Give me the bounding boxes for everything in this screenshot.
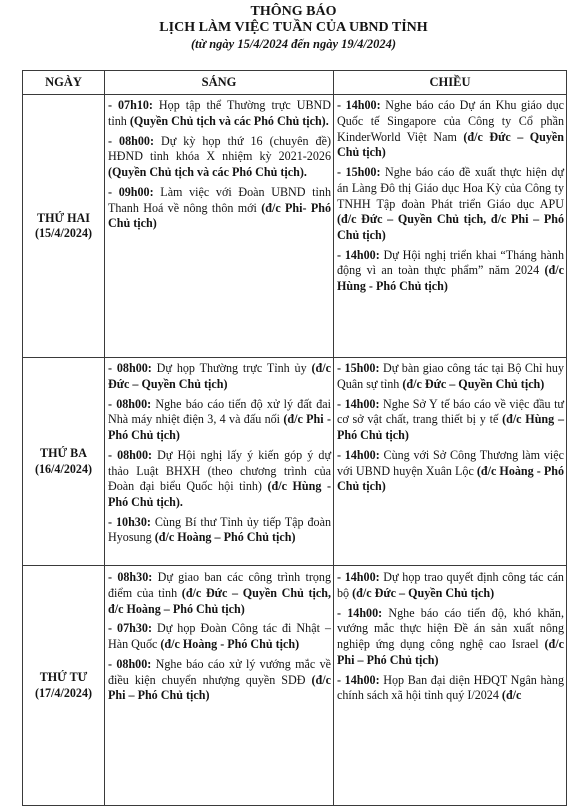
table-row (23, 566, 567, 806)
schedule-item (108, 98, 331, 129)
item-participants: (đ/c Hùng - Phó Chủ tịch). (108, 479, 331, 509)
column-header-morning: SÁNG (105, 71, 334, 95)
schedule-item (108, 621, 331, 652)
schedule-item (337, 673, 564, 704)
column-header-afternoon: CHIỀU (334, 71, 567, 95)
item-time: - 08h00: (108, 656, 152, 671)
item-text: Nghe báo cáo tiến độ, khó khăn, vướng mắc thực hiện Đề án sản xuất nông nghiệp ứng dụng công nghệ cao Israel (337, 605, 565, 652)
item-text: Nghe báo cáo đề xuất thực hiện dự án Làng Đô thị Giáo dục Hoa Kỳ của Công ty TNHH Tập đoàn Phát triển Giáo dục APU (337, 165, 564, 211)
item-participants: (đ/c Phi – Phó Chủ tịch) (337, 637, 564, 667)
item-participants: (đ/c Phi – Phó Chủ tịch) (108, 672, 331, 703)
item-text: Nghe báo cáo xử lý vướng mắc về điều kiện chuyển nhượng quyền SDĐ (108, 656, 331, 687)
item-text: Dự họp Đoàn Công tác đi Nhật – Hàn Quốc (108, 621, 331, 652)
item-text: Dự họp trao quyết định công tác cán bộ (337, 570, 564, 600)
table-row (23, 95, 567, 358)
item-text: Họp Ban đại diện HĐQT Ngân hàng chính sách xã hội tỉnh quý I/2024 (337, 672, 564, 703)
morning-cell (105, 566, 334, 806)
item-participants: (đ/c Đức – Quyền Chủ tịch) (352, 585, 495, 600)
schedule-item (337, 361, 564, 392)
day-name: THỨ TƯ (39, 670, 88, 685)
item-participants: (đ/c (501, 688, 522, 703)
item-time: - 08h00: (108, 361, 152, 376)
day-date: (17/4/2024) (34, 685, 93, 700)
item-time: - 14h00: (337, 98, 381, 113)
item-text: Làm việc với Đoàn UBND tỉnh Thanh Hoá về nông thôn mới (108, 184, 331, 215)
morning-cell (105, 95, 334, 358)
item-participants: (đ/c Hùng – Phó Chủ tịch) (337, 412, 564, 443)
item-text: Họp tập thể Thường trực UBND tỉnh (108, 98, 331, 128)
schedule-item (108, 448, 331, 511)
schedule-item (108, 361, 331, 392)
schedule-item (337, 606, 564, 669)
item-time: - 15h00: (337, 165, 381, 180)
schedule-item (337, 397, 564, 444)
schedule-item (337, 248, 564, 295)
item-participants: (đ/c Hoàng - Phó Chủ tịch) (160, 637, 300, 652)
item-time: - 08h00: (108, 447, 153, 462)
item-time: - 08h30: (108, 570, 153, 585)
item-participants: (đ/c Đức – Quyền Chủ tịch, đ/c Hoàng – Phó Chủ tịch) (108, 585, 331, 616)
item-participants: (đ/c Phi - Phó Chủ tịch) (108, 412, 331, 443)
item-text: Dự bàn giao công tác tại Bộ Chỉ huy Quân sự tỉnh (337, 361, 565, 391)
table-header-row (23, 71, 567, 95)
schedule-table (22, 70, 567, 806)
item-participants: (Quyền Chủ tịch và các Phó Chủ tịch). (129, 113, 329, 128)
item-text: Dự họp Thường trực Tỉnh ủy (151, 361, 312, 376)
item-participants: (đ/c Hùng - Phó Chủ tịch) (337, 263, 564, 294)
schedule-item (108, 185, 331, 232)
afternoon-cell (334, 358, 567, 566)
day-cell (23, 95, 105, 358)
item-time: - 14h00: (337, 570, 380, 585)
item-time: - 14h00: (337, 605, 383, 620)
item-text: Dự kỳ họp thứ 16 (chuyên đề) HĐND tỉnh khóa X nhiệm kỳ 2021-2026 (108, 133, 331, 164)
schedule-item (108, 657, 331, 704)
schedule-item (337, 165, 564, 244)
item-time: - 14h00: (337, 672, 380, 687)
item-time: - 08h00: (108, 133, 154, 148)
item-participants: (đ/c Đức – Quyền Chủ tịch) (108, 361, 331, 391)
day-date: (15/4/2024) (34, 226, 93, 241)
item-text: Nghe báo cáo tiến độ xử lý đất đai Nhà máy nhiệt điện 3, 4 và đấu nối (108, 396, 331, 427)
date-range: (từ ngày 15/4/2024 đến ngày 19/4/2024) (190, 37, 397, 51)
item-time: - 14h00: (337, 396, 380, 411)
schedule-item (337, 448, 564, 495)
item-text: Nghe báo cáo Dự án Khu giáo dục Quốc tế Singapore của Công ty Cổ phần KinderWorld Việt Nam (337, 98, 564, 144)
item-time: - 09h00: (108, 184, 154, 199)
item-time: - 10h30: (108, 514, 151, 529)
morning-cell (105, 358, 334, 566)
schedule-item (337, 98, 564, 161)
item-time: - 07h30: (108, 621, 152, 636)
item-participants: (đ/c Đức – Quyền Chủ tịch) (402, 376, 545, 391)
day-date: (16/4/2024) (34, 461, 93, 476)
schedule-item (337, 570, 564, 601)
day-name: THỨ BA (40, 446, 87, 461)
schedule-item (108, 515, 331, 546)
afternoon-cell (334, 566, 567, 806)
item-text: Nghe Sở Y tế báo cáo về việc đầu tư cơ sở vật chất, trang thiết bị y tế (337, 396, 564, 427)
afternoon-cell (334, 95, 567, 358)
item-time: - 07h10: (108, 98, 153, 113)
item-time: - 14h00: (337, 447, 380, 462)
schedule-item (108, 134, 331, 181)
item-text: Cùng với Sở Công Thương làm việc với UBND huyện Xuân Lộc (337, 447, 564, 478)
item-participants: (đ/c Đức – Quyền Chủ tịch, đ/c Phi – Phó Chủ tịch) (337, 212, 564, 242)
item-time: - 08h00: (108, 396, 152, 411)
item-participants: (Quyền Chủ tịch và các Phó Chủ tịch). (108, 165, 307, 180)
schedule-title: LỊCH LÀM VIỆC TUẦN CỦA UBND TỈNH (159, 20, 428, 35)
schedule-item (108, 570, 331, 617)
notice-title: THÔNG BÁO (250, 4, 337, 19)
day-name: THỨ HAI (37, 210, 90, 225)
item-time: - 15h00: (337, 361, 380, 376)
item-text: Cùng Bí thư Tỉnh ủy tiếp Tập đoàn Hyosung (108, 514, 331, 545)
item-participants: (đ/c Hoàng – Phó Chủ tịch) (154, 530, 296, 545)
schedule-item (108, 397, 331, 444)
item-participants: (đ/c Hoàng - Phó Chủ tịch) (337, 463, 564, 494)
column-header-day: NGÀY (23, 71, 105, 95)
day-cell (23, 566, 105, 806)
item-text: Dự giao ban các công trình trọng điểm của tỉnh (108, 570, 331, 600)
item-time: - 14h00: (337, 247, 380, 262)
item-participants: (đ/c Phi- Phó Chủ tịch) (108, 200, 331, 231)
item-participants: (đ/c Đức – Quyền Chủ tịch) (337, 129, 565, 160)
item-text: Dự Hội nghị triển khai “Tháng hành động vì an toàn thực phẩm” năm 2024 (337, 247, 564, 278)
item-text: Dự Hội nghị lấy ý kiến góp ý dự thảo Luật BHXH (theo chương trình của Đoàn đại biểu Quốc hội tỉnh) (108, 447, 331, 494)
table-row (23, 358, 567, 566)
day-cell (23, 358, 105, 566)
